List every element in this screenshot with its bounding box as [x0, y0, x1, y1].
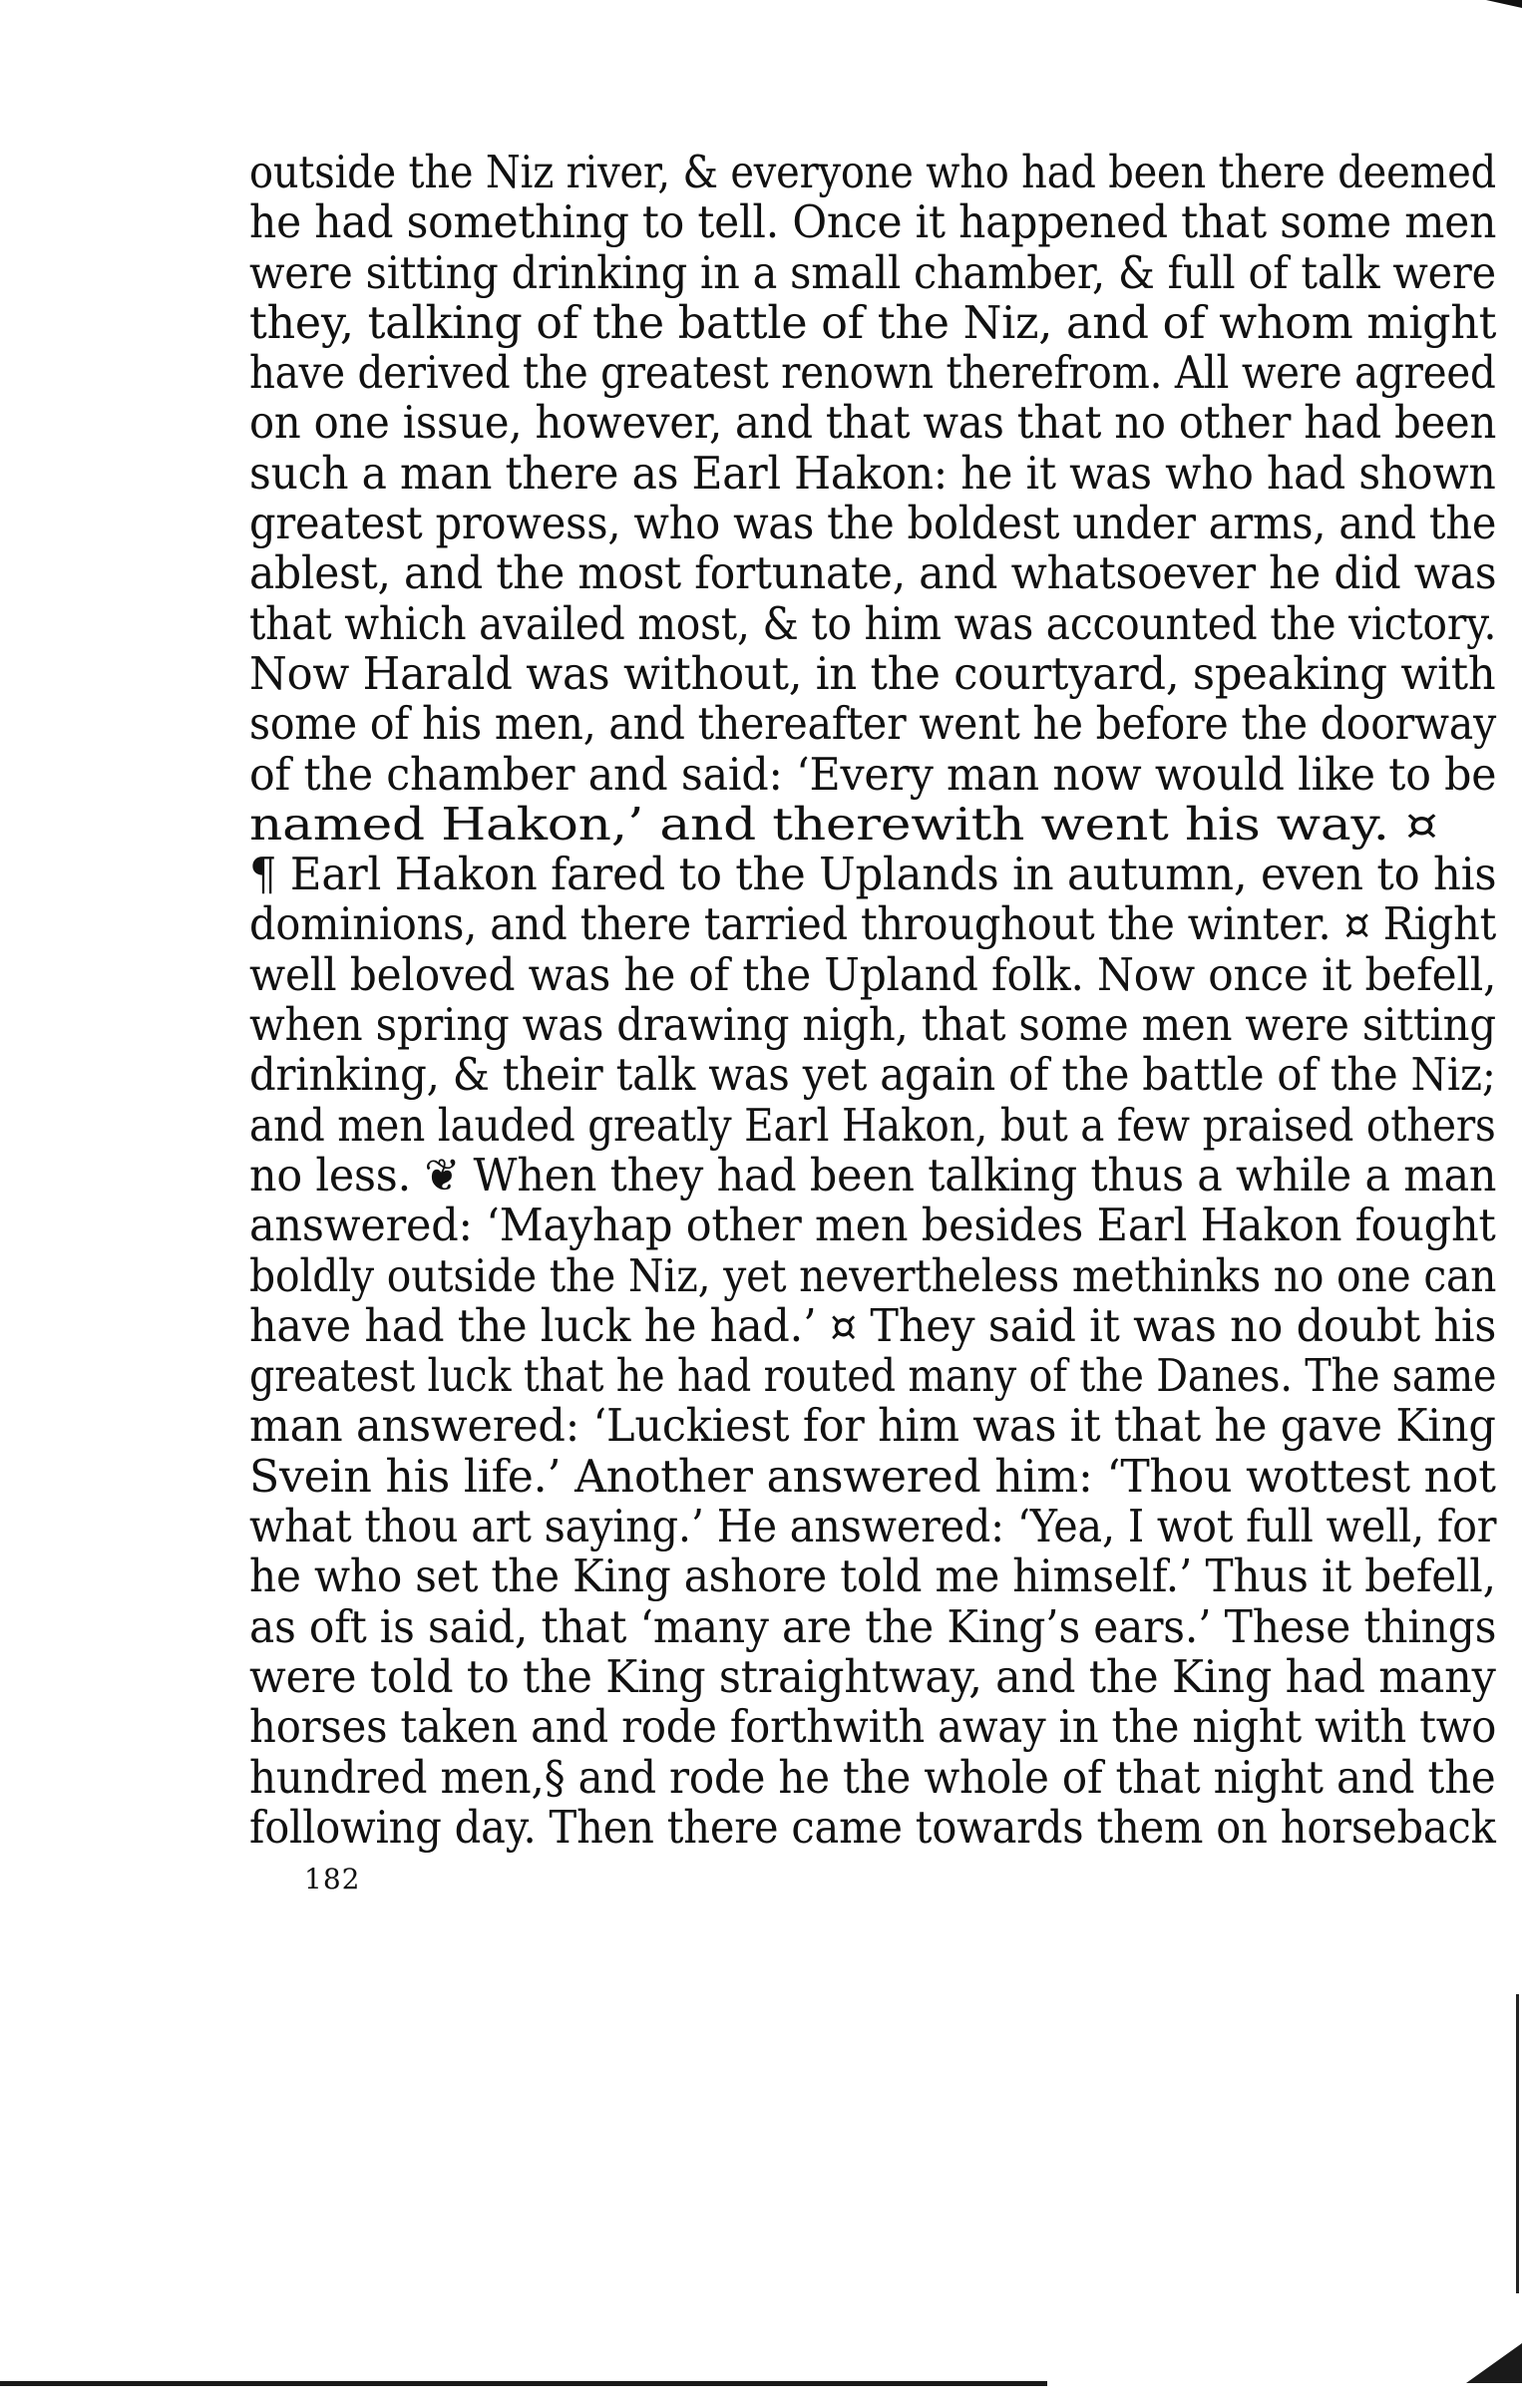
text-line: were sitting drinking in a small chamber, & full of talk were — [249, 245, 1497, 299]
text-line: he had something to tell. Once it happened that some men — [249, 195, 1497, 249]
text-line: horses taken and rode forthwith away in the night with two — [249, 1700, 1497, 1754]
text-line: he who set the King ashore told me himself.’ Thus it befell, — [249, 1549, 1496, 1603]
scan-corner-mark — [1486, 0, 1522, 8]
text-line: when spring was drawing nigh, that some men were sitting — [249, 998, 1496, 1052]
scan-corner-fold — [1466, 2343, 1522, 2383]
text-line: greatest prowess, who was the boldest under arms, and the — [249, 497, 1497, 550]
body-text — [249, 148, 1516, 1853]
text-line: such a man there as Earl Hakon: he it was who had shown — [249, 446, 1496, 500]
text-line: Svein his life.’ Another answered him: ‘Thou wottest not — [249, 1449, 1496, 1503]
scan-bottom-edge — [0, 2381, 1047, 2386]
text-line: named Hakon,’ and therewith went his way. ¤ — [249, 797, 1438, 851]
text-line: that which availed most, & to him was accounted the victory. — [249, 596, 1497, 650]
text-line: of the chamber and said: ‘Every man now would like to be — [249, 747, 1497, 801]
text-line: boldly outside the Niz, yet nevertheless methinks no one can — [249, 1248, 1497, 1302]
text-line: were told to the King straightway, and the King had many — [249, 1649, 1496, 1703]
text-line: on one issue, however, and that was that no other had been — [249, 396, 1497, 450]
text-line: hundred men,§ and rode he the whole of that night and the — [249, 1750, 1496, 1804]
text-line: answered: ‘Mayhap other men besides Earl Hakon fought — [249, 1199, 1496, 1252]
text-line: drinking, & their talk was yet again of the battle of the Niz; — [249, 1048, 1496, 1102]
text-line: what thou art saying.’ He answered: ‘Yea, I wot full well, for — [249, 1500, 1497, 1553]
text-line: and men lauded greatly Earl Hakon, but a few praised others — [249, 1098, 1496, 1152]
text-line: ablest, and the most fortunate, and whatsoever he did was — [249, 546, 1497, 600]
page-number: 182 — [304, 1863, 361, 1895]
text-line: dominions, and there tarried throughout the winter. ¤ Right — [249, 897, 1497, 951]
text-line: as oft is said, that ‘many are the King’s ears.’ These things — [249, 1599, 1497, 1653]
scan-right-edge — [1516, 1994, 1519, 2293]
text-line: Now Harald was without, in the courtyard, speaking with — [249, 646, 1496, 700]
text-line: have derived the greatest renown therefrom. All were agreed — [249, 346, 1496, 400]
text-line: they, talking of the battle of the Niz, and of whom might — [249, 295, 1497, 349]
text-line: ¶ Earl Hakon fared to the Uplands in autumn, even to his — [249, 848, 1497, 901]
text-line: man answered: ‘Luckiest for him was it that he gave King — [249, 1399, 1496, 1453]
text-line: greatest luck that he had routed many of the Danes. The same — [249, 1349, 1497, 1403]
text-line: well beloved was he of the Upland folk. Now once it befell, — [249, 947, 1497, 1001]
text-line: have had the luck he had.’ ¤ They said it was no doubt his — [249, 1298, 1497, 1352]
text-line: outside the Niz river, & everyone who had been there deemed — [249, 146, 1497, 198]
text-line: following day. Then there came towards them on horseback — [249, 1800, 1496, 1854]
text-line: no less. ❦ When they had been talking thus a while a man — [249, 1148, 1497, 1202]
text-line: some of his men, and thereafter went he before the doorway — [249, 697, 1497, 751]
